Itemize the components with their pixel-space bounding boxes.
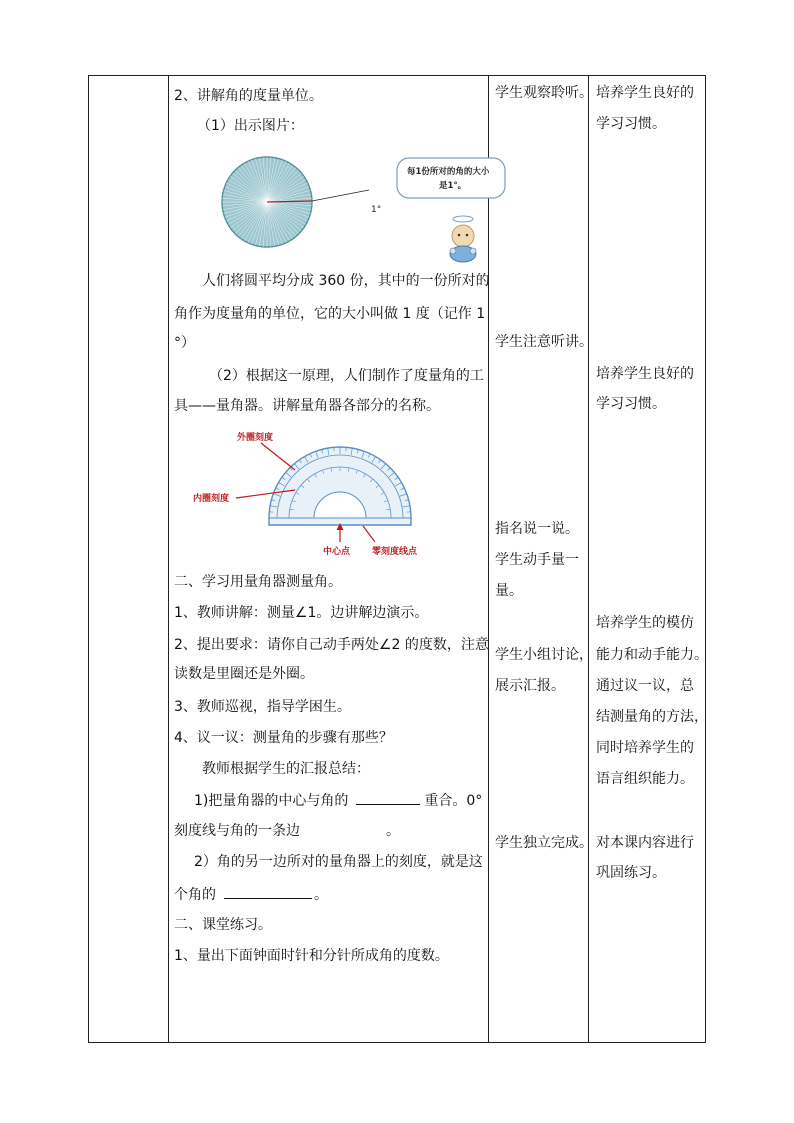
- zero-line-label: 零刻度线点: [372, 547, 418, 557]
- activity-text: 学生注意听讲。: [495, 334, 593, 350]
- purpose-text: 学习习惯。: [596, 116, 666, 132]
- design-purpose-column: [589, 76, 707, 1042]
- teaching-content-column: [169, 76, 488, 1042]
- sentence-part: 。: [314, 887, 328, 903]
- center-point-label: 中心点: [323, 547, 351, 557]
- circle-degree-figure: [207, 152, 490, 262]
- body-text: °）: [174, 335, 195, 351]
- student-activity-column: [489, 76, 593, 1042]
- sentence-part: 刻度线与角的一条边: [174, 823, 300, 839]
- activity-text: 学生小组讨论，: [495, 647, 593, 663]
- lesson-table: [88, 75, 706, 1043]
- activity-text: 学生观察聆听。: [495, 85, 593, 101]
- section-heading: 二、学习用量角器测量角。: [174, 574, 342, 590]
- outer-scale-label: 外圈刻度: [237, 433, 274, 443]
- body-text: 4、议一议：测量角的步骤有那些？: [174, 730, 393, 746]
- purpose-text: 对本课内容进行: [596, 835, 694, 851]
- purpose-text: 培养学生的模仿: [596, 615, 694, 631]
- fill-in-sentence: [174, 821, 400, 841]
- pointer-line: [261, 443, 295, 470]
- activity-text: 量。: [495, 583, 523, 599]
- section-heading: 二、课堂练习。: [174, 917, 272, 933]
- body-text: 1、教师讲解：测量∠1。边讲解边演示。: [174, 605, 429, 621]
- activity-text: 展示汇报。: [495, 678, 565, 694]
- activity-text: 学生动手量一: [495, 552, 579, 568]
- body-text: 具——量角器。讲解量角器各部分的名称。: [174, 398, 440, 414]
- protractor-figure: [191, 430, 421, 558]
- purpose-text: 结测量角的方法，: [596, 709, 708, 725]
- purpose-text: 同时培养学生的: [596, 740, 694, 756]
- purpose-text: 培养学生良好的: [596, 366, 694, 382]
- body-text: 角作为度量角的单位，它的大小叫做 1 度（记作 1: [174, 306, 486, 322]
- activity-text: 指名说一说。: [495, 521, 579, 537]
- cartoon-character-icon: [450, 216, 476, 262]
- purpose-text: 通过议一议，总: [596, 678, 694, 694]
- sentence-part: 。: [386, 823, 400, 839]
- activity-text: 学生独立完成。: [495, 835, 593, 851]
- section-title: 2、讲解角的度量单位。: [174, 88, 323, 104]
- body-text: 人们将圆平均分成 360 份，其中的一份所对的: [202, 273, 490, 289]
- body-text: （2）根据这一原理，人们制作了度量角的工: [209, 368, 484, 384]
- purpose-text: 学习习惯。: [596, 396, 666, 412]
- body-text: 读数是里圈还是外圈。: [174, 666, 314, 682]
- body-text: 3、教师巡视，指导学困生。: [174, 699, 351, 715]
- sentence-part: 个角的: [174, 887, 216, 903]
- purpose-text: 语言组织能力。: [596, 771, 694, 787]
- purpose-text: 能力和动手能力。: [596, 647, 708, 663]
- purpose-text: 巩固练习。: [596, 865, 666, 881]
- sentence-part: 重合。0°: [424, 793, 483, 809]
- protractor: [269, 447, 411, 525]
- bubble-text-line2: 是1°。: [439, 181, 467, 191]
- circle-divided: [222, 157, 369, 247]
- fill-in-sentence: [194, 790, 482, 811]
- body-text: 教师根据学生的汇报总结：: [202, 761, 370, 777]
- blank-line: [356, 790, 420, 805]
- body-text: 2）角的另一边所对的量角器上的刻度，就是这: [194, 854, 483, 870]
- step-text: （1）出示图片：: [197, 118, 304, 134]
- pointer-line: [363, 526, 375, 542]
- fill-in-sentence: [174, 884, 328, 905]
- body-text: 2、提出要求：请你自己动手两处∠2 的度数，注意: [174, 637, 489, 653]
- body-text: 1、量出下面钟面时针和分针所成角的度数。: [174, 948, 449, 964]
- inner-scale-label: 内圈刻度: [193, 494, 230, 504]
- sentence-part: 1)把量角器的中心与角的: [194, 793, 349, 809]
- blank-column: [89, 76, 168, 1042]
- purpose-text: 培养学生良好的: [596, 85, 694, 101]
- bubble-text-line1: 每1份所对的角的大小: [407, 167, 490, 177]
- degree-label: 1°: [371, 205, 382, 215]
- blank-line: [224, 884, 312, 899]
